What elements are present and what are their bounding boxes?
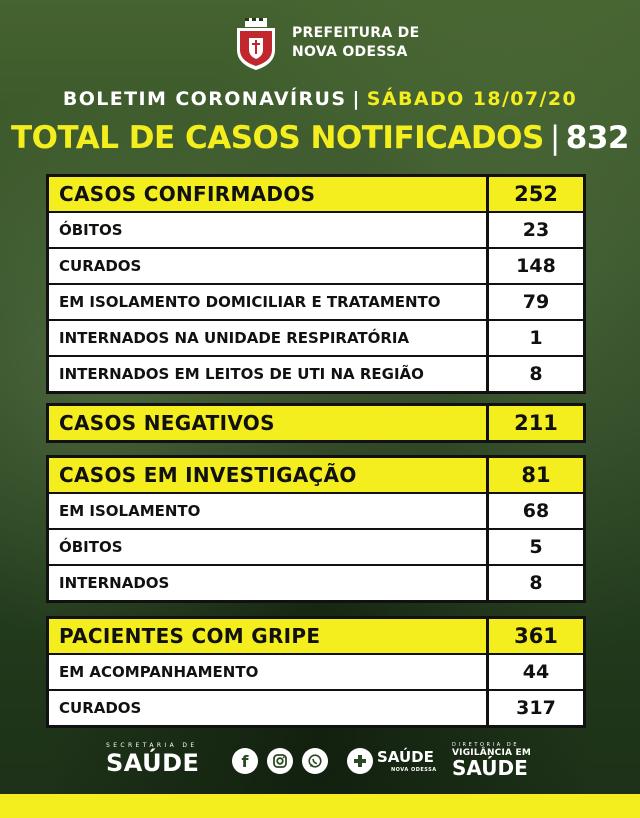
table-row <box>49 319 583 355</box>
city-name-line1: PREFEITURA DE <box>292 25 420 41</box>
bulletin-label: BOLETIM CORONAVÍRUS <box>62 88 347 110</box>
confirmed-title: CASOS CONFIRMADOS <box>49 177 486 211</box>
table-row <box>49 247 583 283</box>
footer <box>0 740 640 790</box>
row-value: 8 <box>486 566 583 600</box>
negative-title: CASOS NEGATIVOS <box>49 406 486 440</box>
coat-of-arms-icon <box>231 16 281 72</box>
investigation-title: CASOS EM INVESTIGAÇÃO <box>49 458 486 492</box>
table-row <box>49 653 583 689</box>
table-header-row <box>49 619 583 653</box>
row-value: 5 <box>486 530 583 564</box>
table-row <box>49 528 583 564</box>
header <box>0 14 640 74</box>
vigilancia-mid: VIGILÂNCIA EM <box>452 748 532 758</box>
facebook-icon[interactable]: f <box>232 748 258 774</box>
row-value: 79 <box>486 285 583 319</box>
confirmed-value: 252 <box>486 177 583 211</box>
secretaria-main: SAÚDE <box>106 749 200 777</box>
bulletin-title <box>0 88 640 110</box>
row-value: 8 <box>486 357 583 391</box>
vigilancia-saude-logo <box>452 742 536 780</box>
saude-nova-odessa-logo <box>347 746 439 780</box>
city-name <box>292 24 419 62</box>
row-label: CURADOS <box>49 691 486 725</box>
saude-logo-sub: NOVA ODESSA <box>391 767 437 773</box>
table-header-row <box>49 458 583 492</box>
row-value: 317 <box>486 691 583 725</box>
secretaria-saude-logo <box>106 742 208 780</box>
total-separator: | <box>549 120 560 156</box>
table-row <box>49 283 583 319</box>
table-row <box>49 689 583 725</box>
whatsapp-glyph-icon <box>307 753 323 769</box>
negative-table <box>46 403 586 443</box>
plus-cross-icon <box>347 748 373 774</box>
row-label: INTERNADOS NA UNIDADE RESPIRATÓRIA <box>49 321 486 355</box>
table-header-row <box>49 177 583 211</box>
flu-table <box>46 616 586 728</box>
row-label: EM ACOMPANHAMENTO <box>49 655 486 689</box>
bulletin-separator: | <box>352 88 361 110</box>
flu-title: PACIENTES COM GRIPE <box>49 619 486 653</box>
secretaria-label: SECRETARIA DE <box>106 742 198 749</box>
instagram-icon[interactable] <box>267 748 293 774</box>
table-header-row <box>49 406 583 440</box>
row-label: INTERNADOS EM LEITOS DE UTI NA REGIÃO <box>49 357 486 391</box>
table-row <box>49 564 583 600</box>
saude-logo-label: SAÚDE <box>377 748 434 766</box>
bulletin-date: SÁBADO 18/07/20 <box>366 88 578 110</box>
total-notified <box>0 120 640 156</box>
vigilancia-top: DIRETORIA DE <box>452 742 520 748</box>
bottom-accent-bar <box>0 794 640 818</box>
negative-value: 211 <box>486 406 583 440</box>
row-label: ÓBITOS <box>49 213 486 247</box>
table-row <box>49 355 583 391</box>
plus-cross-glyph-icon <box>352 753 368 769</box>
total-label: TOTAL DE CASOS NOTIFICADOS <box>10 120 544 156</box>
row-label: EM ISOLAMENTO <box>49 494 486 528</box>
city-name-line2: NOVA ODESSA <box>292 44 408 60</box>
instagram-glyph-icon <box>272 753 288 769</box>
row-value: 23 <box>486 213 583 247</box>
confirmed-table <box>46 174 586 394</box>
row-label: ÓBITOS <box>49 530 486 564</box>
row-value: 44 <box>486 655 583 689</box>
table-row <box>49 211 583 247</box>
vigilancia-main: SAÚDE <box>452 756 528 780</box>
row-value: 68 <box>486 494 583 528</box>
row-label: INTERNADOS <box>49 566 486 600</box>
total-value: 832 <box>565 120 630 156</box>
whatsapp-icon[interactable] <box>302 748 328 774</box>
row-value: 1 <box>486 321 583 355</box>
flu-value: 361 <box>486 619 583 653</box>
row-label: EM ISOLAMENTO DOMICILIAR E TRATAMENTO <box>49 285 486 319</box>
investigation-value: 81 <box>486 458 583 492</box>
row-label: CURADOS <box>49 249 486 283</box>
row-value: 148 <box>486 249 583 283</box>
investigation-table <box>46 455 586 603</box>
table-row <box>49 492 583 528</box>
